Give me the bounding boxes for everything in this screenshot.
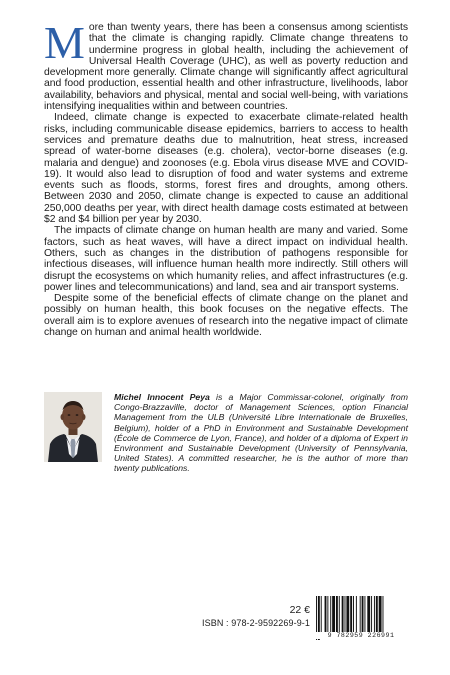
author-bio	[114, 392, 408, 474]
barcode-bar	[362, 596, 364, 632]
author-name: Michel Innocent Peya	[114, 392, 210, 402]
barcode-digits: 9 782959 226991	[315, 632, 407, 639]
barcode-bar	[342, 596, 344, 632]
barcode-bar	[346, 596, 349, 632]
drop-cap-letter: M	[44, 17, 85, 68]
barcode-bar	[367, 596, 370, 632]
barcode-bar	[345, 596, 346, 632]
blurb-paragraph-3: The impacts of climate change on human health are many and varied. Some factors, such as heat waves, will have a direct impact on individual health. Others, such as changes in the distribution of pathogens responsible for infectious diseases, will influence human health more indirectly. Still others will disrupt the ecosystems on which humanity relies, and affect infrastructures (e.g. power lines and telecommunications) and land, sea and air transport systems.	[44, 225, 408, 293]
barcode-bar	[321, 596, 322, 632]
blurb-text	[44, 17, 408, 339]
barcode-bar	[383, 596, 384, 632]
barcode-bar	[376, 596, 378, 632]
blurb-paragraph-1-text: ore than twenty years, there has been a consensus among scientists that the climate is changing rapidly. Climate change threatens to undermine progress in global health, including the achievement of Universal Health Coverage (UHC), as well as poverty reduction and development more generally. Climate change will significantly affect agricultural and food production, essential health and other infrastructure, livelihoods, labor availability, behaviors and physical, mental and social well-being, with variations intensifying inequalities within and between countries.	[44, 22, 408, 113]
blurb-paragraph-1	[44, 17, 408, 113]
barcode-bar	[327, 596, 328, 632]
blurb-paragraph-2: Indeed, climate change is expected to exacerbate climate-related health risks, including communicable disease epidemics, barriers to access to health services and premature deaths due to malnutrition, heat stress, increased spread of water-borne diseases (e.g. cholera), vector-borne diseases (e.g. malaria and dengue) and zoonoses (e.g. Ebola virus disease MVE and COVID-19). It would also lead to disruption of food and water systems and extreme events such as floods, storms, forest fires and droughts, among others. Between 2030 and 2050, climate change is expected to cause an additional 250,000 deaths per year, with direct health damage costs estimated at between $2 and $4 billion per year by 2030.	[44, 112, 408, 226]
barcode-bar	[371, 596, 372, 632]
author-portrait-image	[44, 392, 102, 462]
price-label: 22 €	[289, 604, 310, 616]
isbn-label: ISBN : 978-2-9592269-9-1	[202, 618, 310, 628]
author-bio-text: is a Major Commissar-colonel, originally from Congo-Brazzaville, doctor of Management Sciences, option Financial Management from the ULB (Université Libre Internationale de Bruxelles, Belgium), holder of a PhD in Environment and Sustainable Development (École de Commerce de Lyon, France), and holder of a diploma of Expert in Environment and Sustainable Development (University of Pennsylvania, United States). A committed researcher, he is the author of more than twenty publications.	[114, 392, 408, 474]
barcode-bar	[374, 596, 375, 632]
author-photo	[44, 392, 102, 462]
author-block	[44, 392, 408, 482]
barcode-bar	[360, 596, 361, 632]
barcode-bar	[336, 596, 338, 632]
barcode-bar	[379, 596, 382, 632]
barcode-bar	[339, 596, 340, 632]
barcode-bar	[353, 596, 354, 632]
barcode-bar	[356, 596, 357, 632]
blurb-paragraph-4: Despite some of the beneficial effects of climate change on the planet and possibly on human health, this book focuses on the negative effects. The overall aim is to explore avenues of research into the negative impact of climate change on human and animal health worldwide.	[44, 293, 408, 339]
barcode-bar	[330, 596, 331, 632]
barcode-bar	[325, 596, 327, 632]
barcode-bar	[332, 596, 335, 632]
barcode-bar	[350, 596, 352, 632]
barcode-bar	[364, 596, 365, 632]
